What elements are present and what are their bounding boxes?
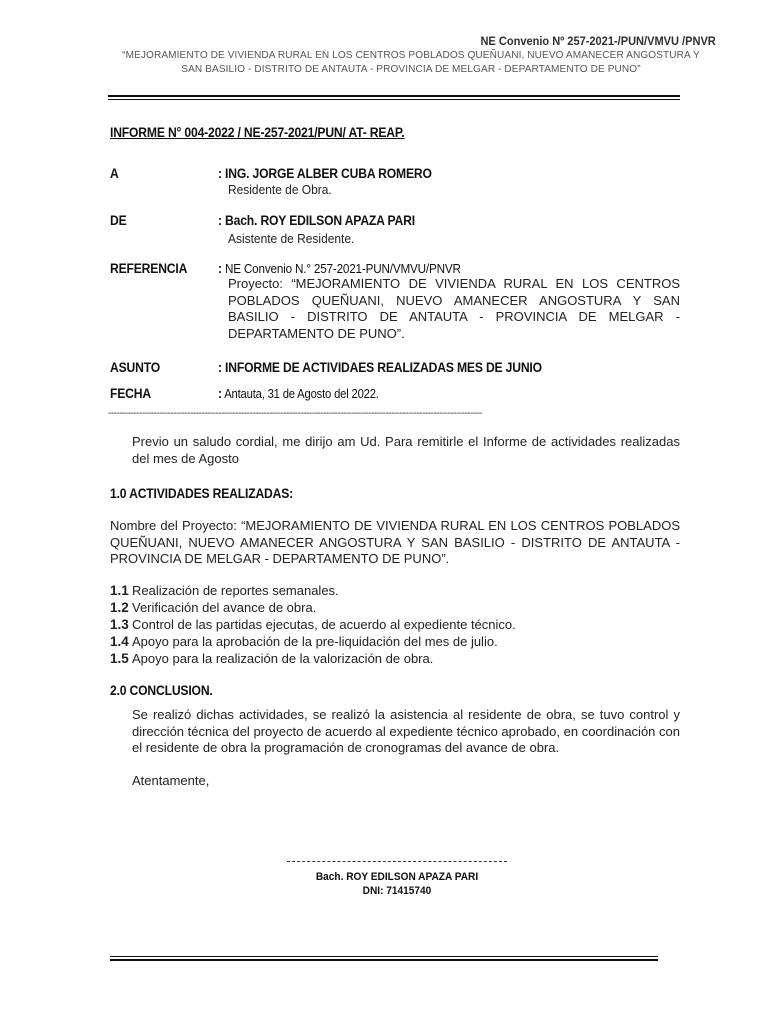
field-asunto-value: : INFORME DE ACTIVIDAES REALIZADAS MES DE JUNIO [218,360,542,375]
header-project-line2: SAN BASILIO - DISTRITO DE ANTAUTA - PROVINCIA DE MELGAR - DEPARTAMENTO DE PUNO” [181,62,641,75]
list-item: 1.5 Apoyo para la realización de la valorización de obra. [110,651,434,666]
field-a-value: : ING. JORGE ALBER CUBA ROMERO [218,166,432,181]
field-a-label: A [110,166,119,181]
header-project-line1: “MEJORAMIENTO DE VIVIENDA RURAL EN LOS CENTROS POBLADOS QUEÑUANI, NUEVO AMANECER ANGOSTURA Y [122,49,700,61]
field-ref-label: REFERENCIA [110,261,188,276]
signature-dni: DNI: 71415740 [362,885,432,897]
field-de-value: : Bach. ROY EDILSON APAZA PARI [218,213,415,228]
separator: ------------------------------------------------------------------------------------------------------------------------------------ [108,408,482,419]
header-rule [108,95,680,97]
footer-rule-thin [110,956,658,957]
field-fecha-value: : Antauta, 31 de Agosto del 2022. [218,386,379,401]
intro-paragraph: Previo un saludo cordial, me dirijo am Ud. Para remitirle el Informe de actividades realizadas del mes de Agosto [132,434,680,466]
conclusion-paragraph: Se realizó dichas actividades, se realizó la asistencia al residente de obra, se tuvo control y dirección técnica del proyecto de acuerdo al expediente técnico aprobado, en coordinación con el residente de obra la programación de cronogramas del avance de obra. [132,707,680,755]
list-item: 1.2 Verificación del avance de obra. [110,600,317,615]
header-rule-thin [108,99,680,100]
section1-project: Nombre del Proyecto: “MEJORAMIENTO DE VIVIENDA RURAL EN LOS CENTROS POBLADOS QUEÑUANI, NUEVO AMANECER ANGOSTURA Y SAN BASILIO - DISTRITO DE ANTAUTA - PROVINCIA DE MELGAR - DEPARTAMENTO DE PUNO”. [110,518,680,566]
field-de-sub: Asistente de Residente. [228,231,355,246]
list-item: 1.1 Realización de reportes semanales. [110,583,339,598]
field-de-label: DE [110,213,127,228]
list-item: 1.4 Apoyo para la aprobación de la pre-liquidación del mes de julio. [110,634,498,649]
list-item: 1.3 Control de las partidas ejecutas, de acuerdo al expediente técnico. [110,617,516,632]
field-a-sub: Residente de Obra. [228,182,332,197]
section1-heading: 1.0 ACTIVIDADES REALIZADAS: [110,486,294,501]
header-convenio: NE Convenio Nº 257-2021-/PUN/VMVU /PNVR [480,34,716,48]
footer-rule [110,959,658,961]
field-ref-project: Proyecto: “MEJORAMIENTO DE VIVIENDA RURAL EN LOS CENTROS POBLADOS QUEÑUANI, NUEVO AMANECER ANGOSTURA Y SAN BASILIO - DISTRITO DE ANTAUTA - PROVINCIA DE MELGAR - DEPARTAMENTO DE PUNO”. [228,276,680,341]
field-asunto-label: ASUNTO [110,360,161,375]
header-project [109,49,714,76]
closing-text: Atentamente, [132,773,210,788]
field-ref-value: : NE Convenio N.° 257-2021-PUN/VMVU/PNVR [218,261,461,276]
section2-heading: 2.0 CONCLUSION. [110,683,213,698]
signature-line [287,861,507,862]
report-title: INFORME N° 004-2022 / NE-257-2021/PUN/ AT- REAP. [110,125,405,140]
signature-name: Bach. ROY EDILSON APAZA PARI [315,871,479,883]
field-fecha-label: FECHA [110,386,151,401]
